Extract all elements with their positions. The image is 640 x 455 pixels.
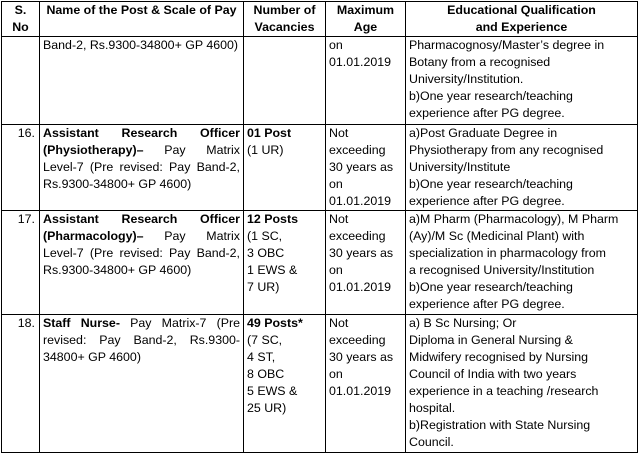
age-line bbox=[329, 71, 402, 88]
qualification-cell bbox=[406, 125, 638, 211]
age-line: 01.01.2019 bbox=[329, 55, 392, 69]
header-qualification-line: and Experience bbox=[475, 20, 568, 34]
vacancy-line bbox=[247, 193, 322, 210]
qualification-line: a)M Pharm (Pharmacology), M Pharm bbox=[409, 212, 619, 226]
vacancy-line: (7 SC, bbox=[247, 333, 283, 347]
age-line: exceeding bbox=[329, 333, 386, 347]
post-title: Assistant Research Officer (Pharmacology)– bbox=[43, 212, 240, 243]
age-line: on bbox=[329, 177, 343, 191]
vacancy-line: (1 SC, bbox=[247, 229, 283, 243]
age-line: 30 years as bbox=[329, 246, 394, 260]
age-line: on bbox=[329, 38, 343, 52]
vacancies-cell bbox=[244, 37, 326, 125]
vacancy-line: 7 UR) bbox=[247, 280, 280, 294]
header-vacancies bbox=[244, 2, 326, 37]
qualification-cell bbox=[406, 211, 638, 315]
qualification-line: experience after PG degree. bbox=[409, 106, 565, 120]
pay-scale-text: Pay Matrix Level-7 (Pre revised: Pay Band-2, Rs.9300-34800+ GP 4600) bbox=[43, 229, 240, 277]
post-name-cell bbox=[40, 125, 244, 211]
age-line bbox=[329, 434, 402, 451]
post-name-cell bbox=[40, 315, 244, 453]
qualification-line: University/Institute bbox=[409, 160, 511, 174]
qualification-line: b)Registration with State Nursing bbox=[409, 418, 591, 432]
vacancy-line: 4 ST, bbox=[247, 350, 276, 364]
vacancy-line bbox=[247, 37, 322, 54]
header-sno-line: S. bbox=[14, 3, 27, 17]
max-age-cell bbox=[326, 315, 406, 453]
post-title: Staff Nurse- bbox=[43, 316, 120, 330]
pay-scale-text: Pay Matrix Level-7 (Pre revised: Pay Band-2, Rs.9300-34800+ GP 4600) bbox=[43, 143, 240, 191]
header-vacancies-line: Vacancies bbox=[254, 20, 315, 34]
qualification-cell bbox=[406, 37, 638, 125]
vacancy-line: (1 UR) bbox=[247, 143, 284, 157]
pay-scale-text: Pay Matrix-7 (Pre revised: Pay Band-2, Rs.9300-34800+ GP 4600) bbox=[43, 316, 240, 364]
age-line: Not bbox=[329, 126, 349, 140]
age-line bbox=[329, 88, 402, 105]
age-line: on bbox=[329, 263, 343, 277]
header-qualification bbox=[406, 2, 638, 37]
qualification-line: Council. bbox=[409, 435, 454, 449]
table-row bbox=[2, 315, 638, 453]
age-line: 01.01.2019 bbox=[329, 280, 392, 294]
vacancy-line: 5 EWS & bbox=[247, 384, 298, 398]
max-age-cell bbox=[326, 37, 406, 125]
vacancy-line bbox=[247, 54, 322, 71]
qualification-line: experience in a teaching /research bbox=[409, 384, 599, 398]
serial-number-cell: 18. bbox=[2, 315, 40, 453]
table-row bbox=[2, 125, 638, 211]
serial-number-cell bbox=[2, 37, 40, 125]
header-vacancies-line: Number of bbox=[253, 3, 316, 17]
qualification-line: Midwifery recognised by Nursing bbox=[409, 350, 589, 364]
pay-scale-text: Band-2, Rs.9300-34800+ GP 4600) bbox=[43, 38, 239, 52]
vacancy-line: 3 OBC bbox=[247, 246, 285, 260]
qualification-line: experience after PG degree. bbox=[409, 297, 565, 311]
header-post-text: Name of the Post & Scale of Pay bbox=[46, 3, 237, 17]
vacancy-line: 25 UR) bbox=[247, 401, 287, 415]
vacancy-line bbox=[247, 176, 322, 193]
qualification-line: experience after PG degree. bbox=[409, 194, 565, 208]
qualification-line: specialization in pharmacology from bbox=[409, 246, 606, 260]
header-row bbox=[2, 2, 638, 37]
table-row bbox=[2, 211, 638, 315]
age-line: on bbox=[329, 367, 343, 381]
vacancy-line: 8 OBC bbox=[247, 367, 285, 381]
recruitment-table bbox=[1, 1, 638, 453]
vacancy-line: 12 Posts bbox=[247, 212, 298, 226]
age-line: Not bbox=[329, 316, 349, 330]
age-line: exceeding bbox=[329, 229, 386, 243]
age-line: 30 years as bbox=[329, 350, 394, 364]
table-row bbox=[2, 37, 638, 125]
qualification-line: a recognised University/Institution bbox=[409, 263, 595, 277]
header-age bbox=[326, 2, 406, 37]
qualification-line: b)One year research/teaching bbox=[409, 89, 573, 103]
post-title: Assistant Research Officer (Physiotherapy)– bbox=[43, 126, 240, 157]
header-sno-line: No bbox=[12, 20, 29, 34]
header-sno bbox=[2, 2, 40, 37]
qualification-cell bbox=[406, 315, 638, 453]
age-line: Not bbox=[329, 212, 349, 226]
age-line bbox=[329, 105, 402, 122]
vacancies-cell bbox=[244, 315, 326, 453]
qualification-line: Council of India with two years bbox=[409, 367, 577, 381]
qualification-line: Physiotherapy from any recognised bbox=[409, 143, 604, 157]
serial-number-cell: 17. bbox=[2, 211, 40, 315]
vacancy-line: 1 EWS & bbox=[247, 263, 298, 277]
age-line bbox=[329, 417, 402, 434]
qualification-line: (Ay)/M Sc (Medicinal Plant) with bbox=[409, 229, 585, 243]
age-line: 01.01.2019 bbox=[329, 384, 392, 398]
post-name-cell bbox=[40, 37, 244, 125]
qualification-line: a)Post Graduate Degree in bbox=[409, 126, 558, 140]
age-line bbox=[329, 400, 402, 417]
qualification-line: hospital. bbox=[409, 401, 456, 415]
qualification-line: Pharmacognosy/Master’s degree in bbox=[409, 38, 605, 52]
age-line: 30 years as bbox=[329, 160, 394, 174]
qualification-line: b)One year research/teaching bbox=[409, 280, 573, 294]
age-line: 01.01.2019 bbox=[329, 194, 392, 208]
qualification-line: Botany from a recognised bbox=[409, 55, 551, 69]
post-name-cell bbox=[40, 211, 244, 315]
header-age-line: Maximum bbox=[336, 3, 395, 17]
qualification-line: a) B Sc Nursing; Or bbox=[409, 316, 517, 330]
max-age-cell bbox=[326, 125, 406, 211]
vacancy-line bbox=[247, 71, 322, 88]
vacancy-line: 49 Posts* bbox=[247, 316, 303, 330]
qualification-line: University/Institution. bbox=[409, 72, 524, 86]
header-qualification-line: Educational Qualification bbox=[447, 3, 596, 17]
vacancy-line bbox=[247, 159, 322, 176]
qualification-line: b)One year research/teaching bbox=[409, 177, 573, 191]
max-age-cell bbox=[326, 211, 406, 315]
vacancy-line bbox=[247, 105, 322, 122]
document-page bbox=[1, 1, 637, 453]
vacancy-line: 01 Post bbox=[247, 126, 292, 140]
header-post bbox=[40, 2, 244, 37]
qualification-line: Diploma in General Nursing & bbox=[409, 333, 573, 347]
serial-number-cell: 16. bbox=[2, 125, 40, 211]
vacancies-cell bbox=[244, 211, 326, 315]
age-line: exceeding bbox=[329, 143, 386, 157]
header-age-line: Age bbox=[353, 20, 378, 34]
table-body bbox=[2, 37, 638, 453]
vacancies-cell bbox=[244, 125, 326, 211]
vacancy-line bbox=[247, 88, 322, 105]
